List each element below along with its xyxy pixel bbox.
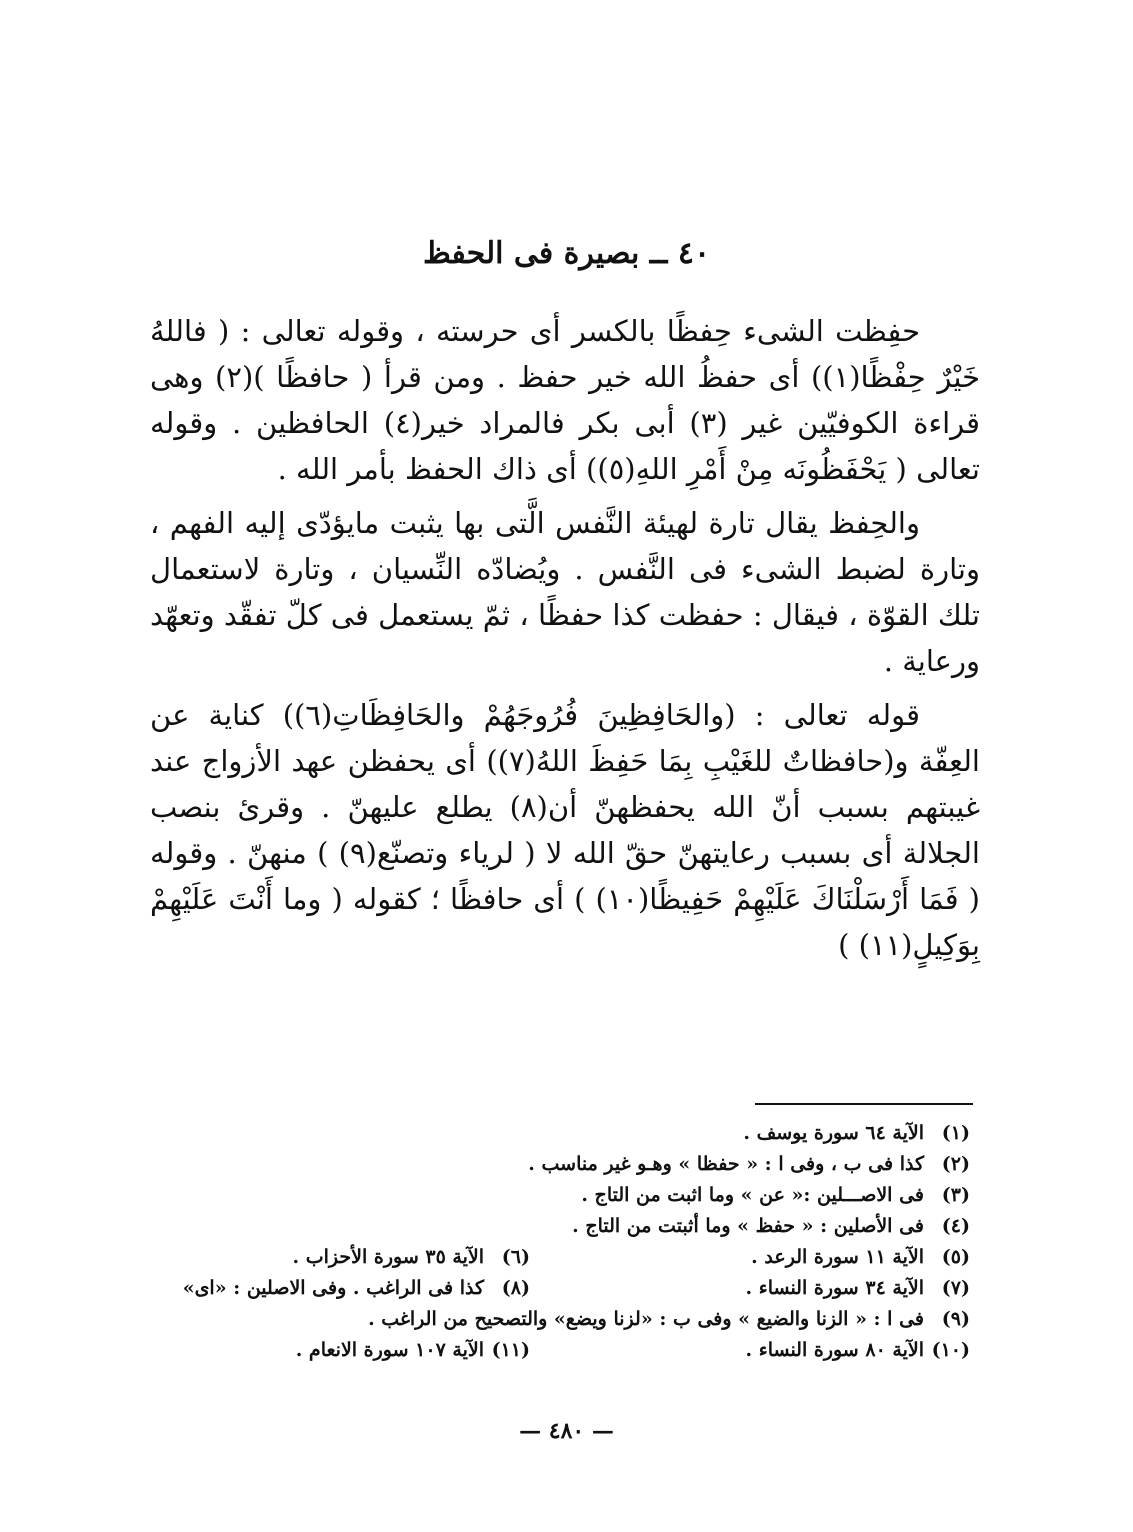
footnotes [110,1118,970,1366]
footnote-text: الآية ٣٤ سورة النساء . [745,1277,924,1299]
footnote-row [110,1211,970,1242]
chapter-title: ٤٠ ــ بصيرة فى الحفظ [422,236,711,271]
footnote-3 [581,1180,970,1211]
footnote-row [110,1118,970,1149]
footnote-2 [528,1149,970,1180]
footnote-row [110,1180,970,1211]
paragraph-2: والحِفظ يقال تارة لهيئة النَّفس الَّتى بها يثبت مايؤدّى إليه الفهم ، وتارة لضبط الشىء فى النَّفس . ويُضادّه النِّسيان ، وتارة لاستعمال تلك القوّة ، فيقال : حفظت كذا حفظًا ، ثمّ يستعمل فى كلّ تفقّد وتعهّد ورعاية . [150,506,980,678]
footnote-6 [293,1242,530,1273]
footnote-text: كذا فى ب ، وفى ا : « حفظا » وهـو غير مناسب . [528,1153,924,1175]
footnote-text: الآية ١١ سورة الرعد . [751,1246,924,1268]
paragraph-3: قوله تعالى : (والحَافِظِينَ فُرُوجَهُمْ والحَافِظَاتِ(٦)) كناية عن العِفّة و(حافظاتٌ للغَيْبِ بِمَا حَفِظَ اللهُ(٧)) أى يحفظن عهد الأزواج عند غيبتهم بسبب أنّ الله يحفظهنّ أن(٨) يطلع عليهنّ . وقرئ بنصب الجلالة أى بسبب رعايتهنّ حقّ الله لا ( لرياء وتصنّع(٩) ) منهنّ . وقوله ( فَمَا أَرْسَلْنَاكَ عَلَيْهِمْ حَفِيظًا(١٠) ) أى حافظًا ؛ كقوله ( وما أَنْتَ عَلَيْهِمْ بِوَكِيلٍ(١١) ) [150,698,980,962]
footnote-text: الآية ١٠٧ سورة الانعام . [295,1339,484,1361]
footnote-text: الآية ٨٠ سورة النساء . [745,1339,924,1361]
footnote-row [110,1335,970,1366]
footnote-text: فى ا : « الزنا والضيع » وفى ب : «لزنا ويضع» والتصحيح من الراغب . [368,1308,924,1330]
footnote-separator [755,1103,973,1105]
footnote-number: (٣) [941,1184,970,1206]
footnote-text: الآية ٣٥ سورة الأحزاب . [292,1246,484,1268]
footnote-row [110,1304,970,1335]
footnote-number: (٩) [941,1308,970,1330]
footnote-7 [530,1273,970,1304]
main-text [150,308,980,976]
page-number: — ٤٨٠ — [519,1418,614,1444]
footnote-number: (٧) [941,1277,970,1299]
footnote-number: (٥) [941,1246,970,1268]
footnote-number: (٨) [501,1277,530,1299]
footnote-9 [368,1304,970,1335]
footnote-text: الآية ٦٤ سورة يوسف . [743,1122,924,1144]
footnote-number: (٤) [941,1215,970,1237]
footnote-5 [530,1242,970,1273]
footnote-row [110,1149,970,1180]
footnote-8 [183,1273,530,1304]
footnote-text: فى الأصلين : « حفظ » وما أثبتت من التاج . [572,1215,924,1237]
footnote-1 [743,1118,970,1149]
footnote-number: (١١) [491,1339,530,1361]
paragraph-1: حفِظت الشىء حِفظًا بالكسر أى حرسته ، وقوله تعالى : ( فاللهُ خَيْرٌ حِفْظًا(١)) أى حفظُ الله خير حفظ . ومن قرأ ( حافظًا )(٢) وهى قراءة الكوفيّين غير (٣) أبى بكر فالمراد خير(٤) الحافظين . وقوله تعالى ( يَحْفَظُونَه مِنْ أَمْرِ اللهِ(٥)) أى ذاك الحفظ بأمر الله . [150,314,980,486]
footnote-text: كذا فى الراغب . وفى الاصلين : «اى» [182,1277,484,1299]
footnote-row [110,1273,970,1304]
footnote-number: (٢) [941,1153,970,1175]
footnote-4 [572,1211,970,1242]
footnote-number: (١) [941,1122,970,1144]
footnote-number: (١٠) [931,1339,970,1361]
footnote-row [110,1242,970,1273]
footnote-text: فى الاصـــلين :« عن » وما اثبت من التاج . [581,1184,924,1206]
footnote-number: (٦) [501,1246,530,1268]
footnote-11 [296,1335,530,1366]
footnote-10 [530,1335,970,1366]
